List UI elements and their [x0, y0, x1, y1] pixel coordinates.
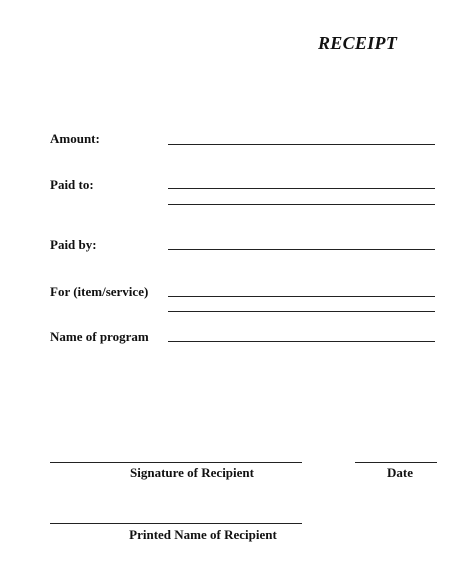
paid-to-field-line-1[interactable]	[168, 188, 435, 189]
item-service-label: For (item/service)	[50, 284, 149, 299]
item-service-field-line-2[interactable]	[168, 311, 435, 312]
receipt-title: RECEIPT	[318, 33, 398, 53]
date-label: Date	[387, 465, 413, 480]
printed-name-line[interactable]	[50, 523, 302, 524]
paid-by-field-line[interactable]	[168, 249, 435, 250]
program-name-field-line[interactable]	[168, 341, 435, 342]
printed-name-of-recipient-label: Printed Name of Recipient	[129, 527, 277, 542]
paid-to-label: Paid to:	[50, 177, 94, 192]
signature-of-recipient-label: Signature of Recipient	[130, 465, 254, 480]
amount-field-line[interactable]	[168, 144, 435, 145]
amount-label: Amount:	[50, 131, 100, 146]
signature-line[interactable]	[50, 462, 302, 463]
item-service-field-line-1[interactable]	[168, 296, 435, 297]
paid-by-label: Paid by:	[50, 237, 97, 252]
program-name-label: Name of program	[50, 329, 149, 344]
date-line[interactable]	[355, 462, 437, 463]
paid-to-field-line-2[interactable]	[168, 204, 435, 205]
